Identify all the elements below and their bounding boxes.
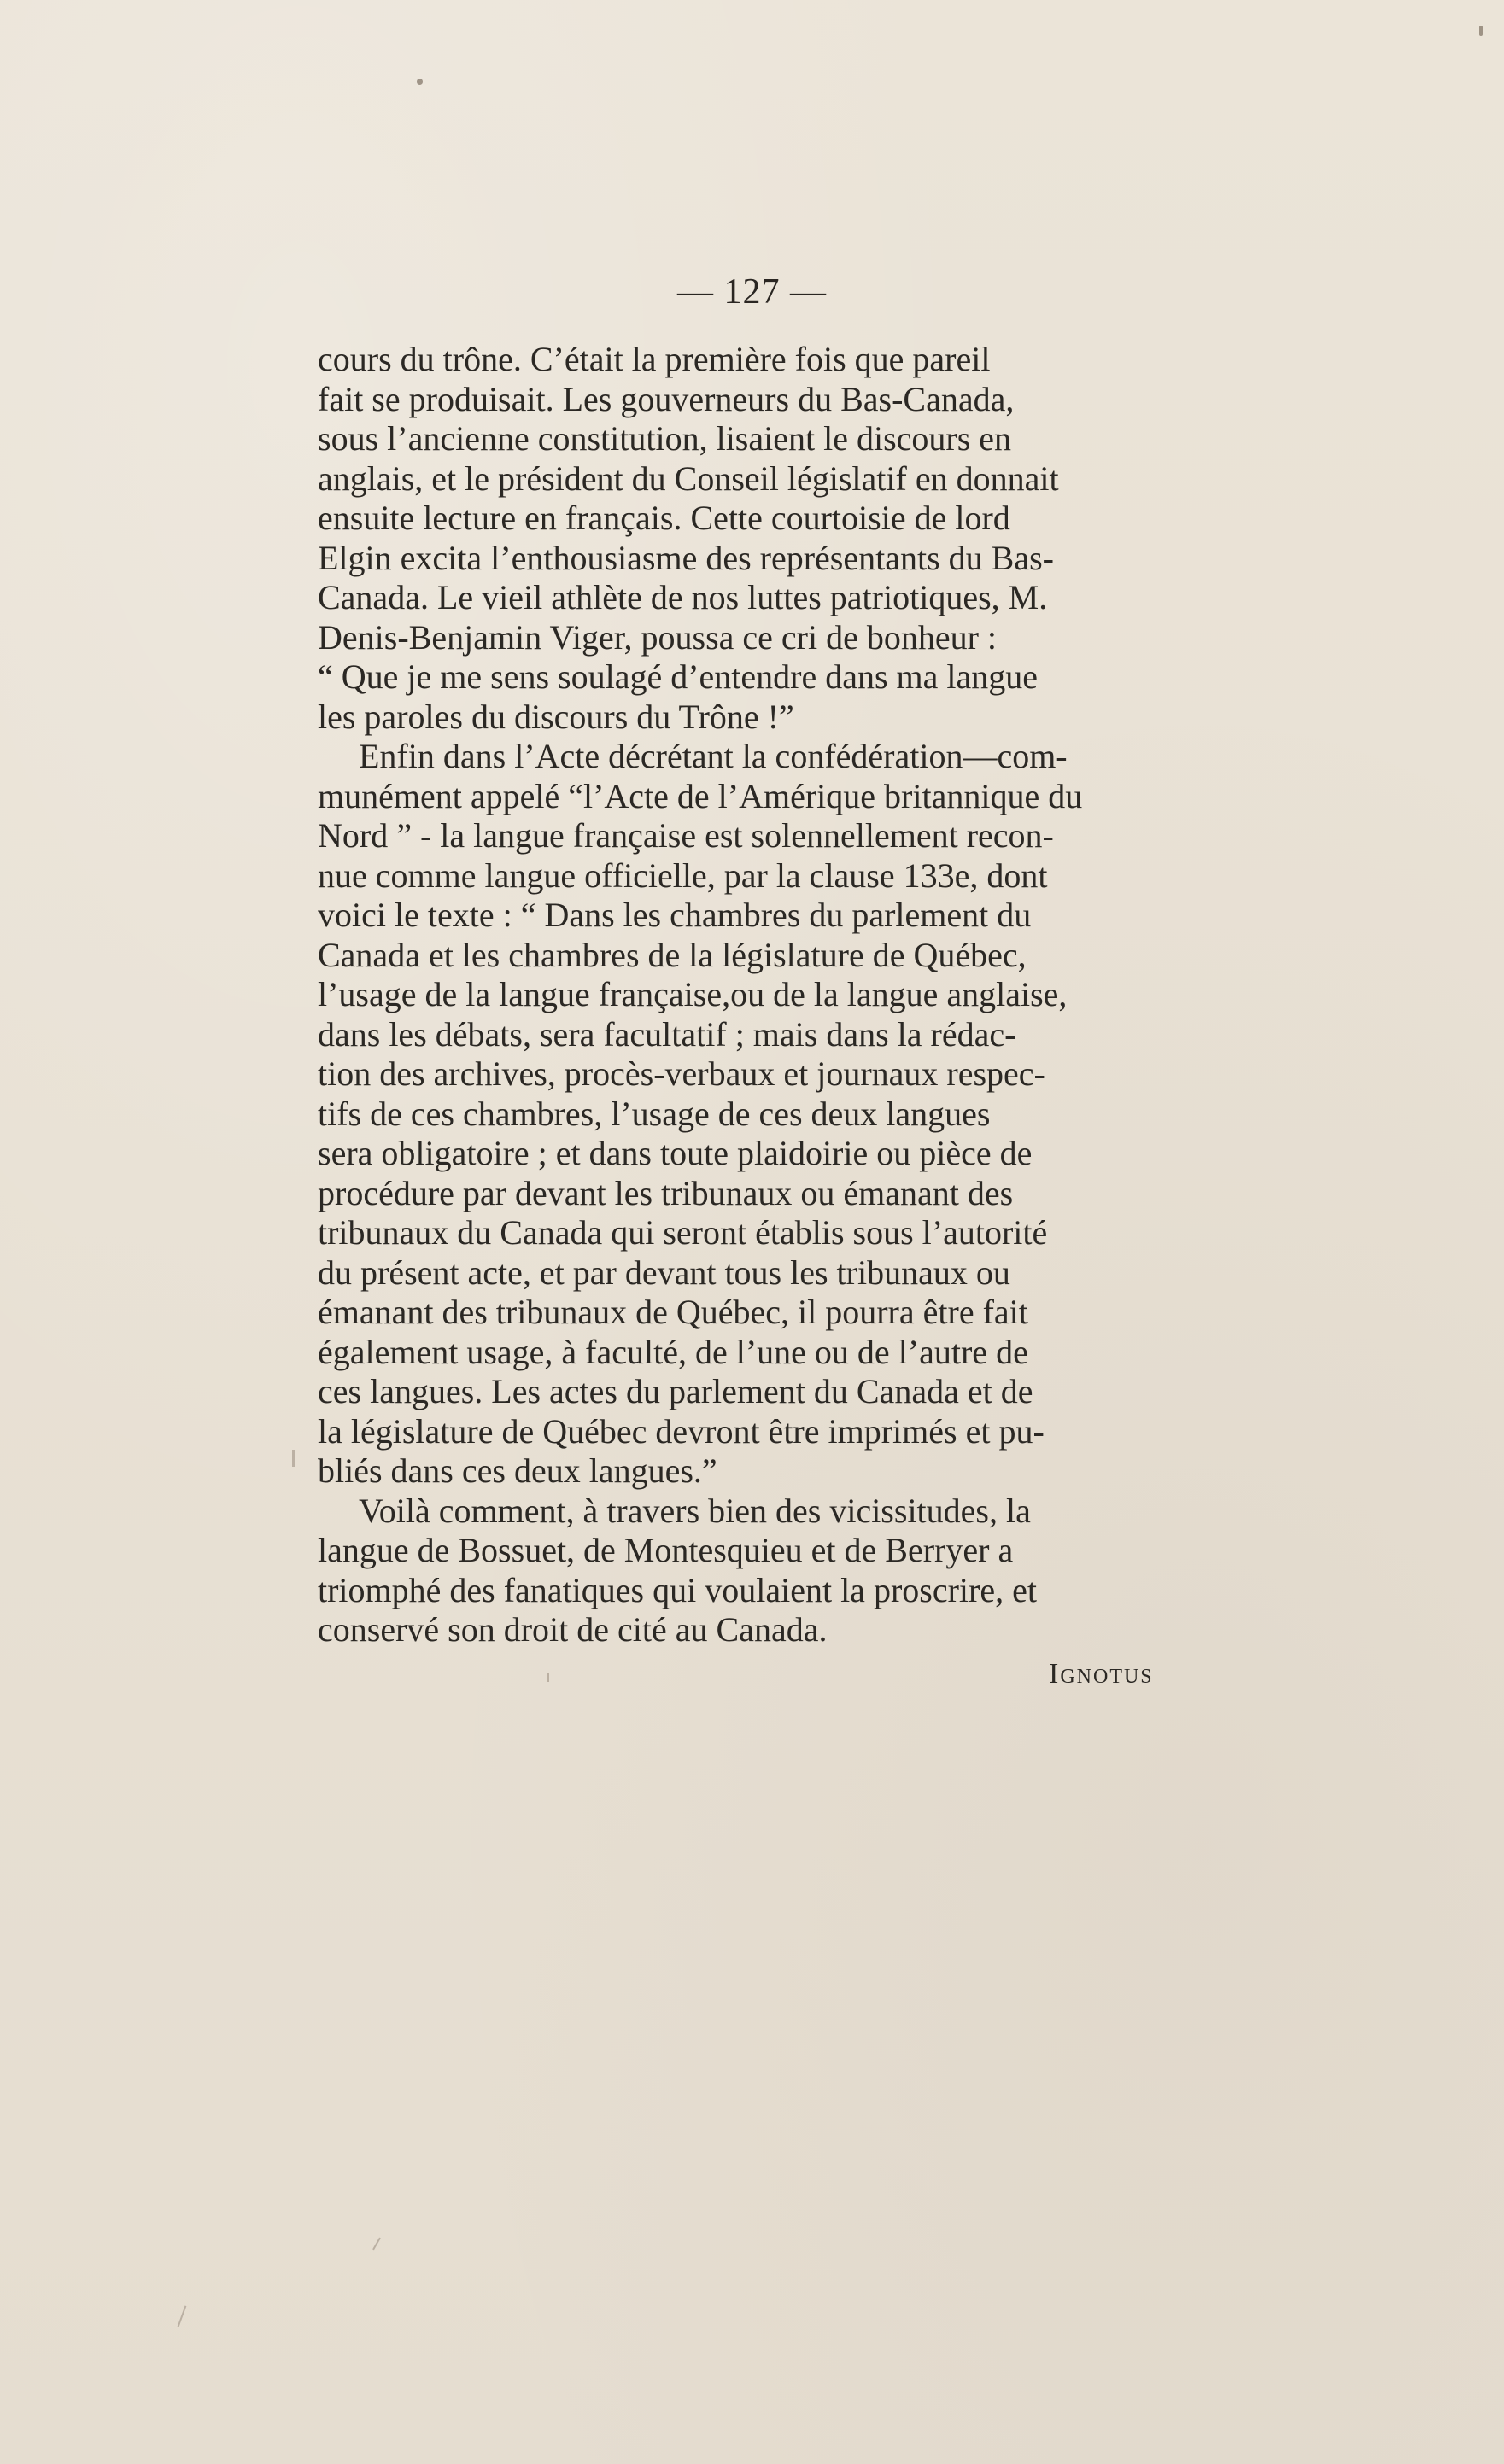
text-line: fait se produisait. Les gouverneurs du Bas-Canada,	[318, 379, 1015, 418]
text-line: cours du trône. C’était la première fois que pareil	[318, 340, 991, 378]
text-line: tribunaux du Canada qui seront établis sous l’autorité	[318, 1213, 1048, 1252]
text-line: Denis-Benjamin Viger, poussa ce cri de bonheur :	[318, 617, 998, 657]
text-line: la législature de Québec devront être imprimés et pu-	[318, 1411, 1045, 1451]
paper-speck	[372, 2238, 381, 2251]
paper-speck	[417, 79, 423, 85]
text-line: les paroles du discours du Trône !”	[318, 697, 794, 736]
paper-speck	[178, 2305, 187, 2327]
text-line: voici le texte : “ Dans les chambres du parlement du	[318, 896, 1032, 934]
paper-speck	[547, 1673, 549, 1682]
paper-speck	[292, 1450, 295, 1467]
text-line: nue comme langue officielle, par la clause 133e, dont	[318, 855, 1048, 895]
text-line: également usage, à faculté, de l’une ou de l’autre de	[318, 1332, 1028, 1371]
text-line: sous l’ancienne constitution, lisaient le discours en	[318, 419, 1012, 458]
text-line: dans les débats, sera facultatif ; mais dans la rédac-	[318, 1014, 1016, 1054]
text-line: munément appelé “l’Acte de l’Amérique britannique du	[318, 776, 1083, 815]
paper-speck	[1479, 26, 1483, 36]
text-line: tion des archives, procès-verbaux et journaux respec-	[318, 1054, 1045, 1093]
text-line: langue de Bossuet, de Montesquieu et de Berryer a	[318, 1531, 1014, 1569]
text-line: tifs de ces chambres, l’usage de ces deux langues	[318, 1094, 991, 1133]
text-line: anglais, et le président du Conseil législatif en donnait	[318, 458, 1059, 498]
page-number: — 127 —	[677, 272, 827, 312]
text-line: Canada et les chambres de la législature de Québec,	[318, 935, 1027, 974]
text-line: Elgin excita l’enthousiasme des représentants du Bas-	[318, 538, 1054, 577]
text-line: Canada. Le vieil athlète de nos luttes patriotiques, M.	[318, 578, 1048, 616]
paragraph-start-line: Voilà comment, à travers bien des vicissitudes, la	[359, 1491, 1031, 1530]
text-line: Nord ” - la langue française est solennellement recon-	[318, 816, 1054, 855]
text-line: procédure par devant les tribunaux ou émanant des	[318, 1173, 1014, 1212]
text-line: “ Que je me sens soulagé d’entendre dans ma langue	[318, 657, 1039, 696]
text-line: du présent acte, et par devant tous les tribunaux ou	[318, 1252, 1010, 1292]
text-line: ces langues. Les actes du parlement du Canada et de	[318, 1372, 1033, 1410]
text-line: l’usage de la langue française,ou de la langue anglaise,	[318, 975, 1068, 1013]
text-line: conservé son droit de cité au Canada.	[318, 1610, 828, 1649]
paragraph-start-line: Enfin dans l’Acte décrétant la confédération—com-	[359, 737, 1068, 775]
text-line: émanant des tribunaux de Québec, il pourra être fait	[318, 1293, 1028, 1331]
text-line: bliés dans ces deux langues.”	[318, 1451, 717, 1490]
body-text	[318, 340, 1225, 1650]
text-line: sera obligatoire ; et dans toute plaidoirie ou pièce de	[318, 1134, 1033, 1172]
author-signature: Ignotus	[1049, 1658, 1154, 1690]
text-line: triomphé des fanatiques qui voulaient la proscrire, et	[318, 1570, 1037, 1609]
text-line: ensuite lecture en français. Cette courtoisie de lord	[318, 499, 1010, 537]
